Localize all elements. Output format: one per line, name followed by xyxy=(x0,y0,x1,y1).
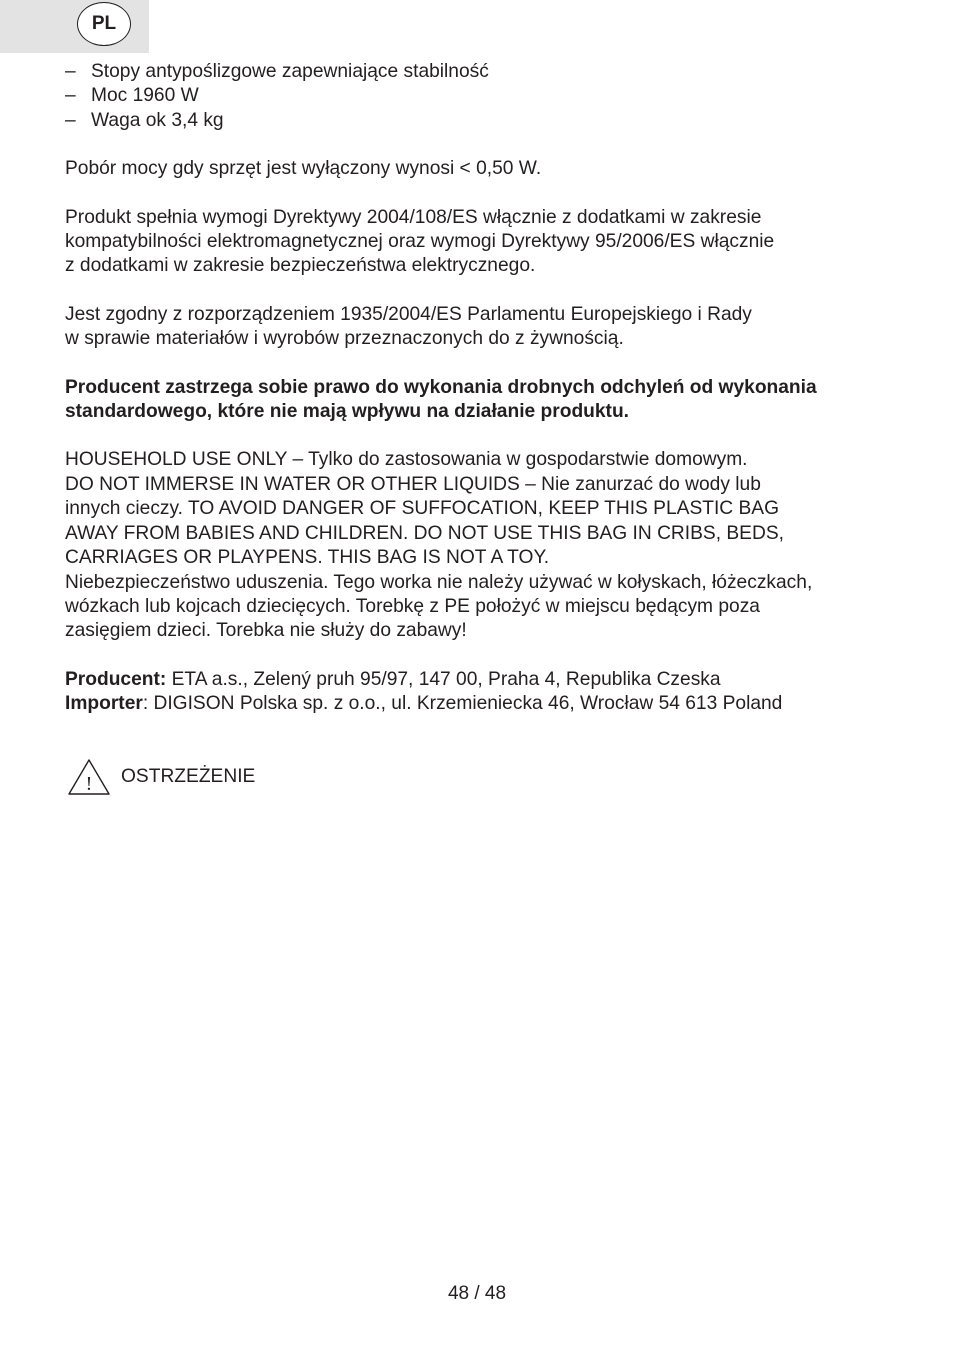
producer-line xyxy=(65,668,895,692)
standby-power-paragraph: Pobór mocy gdy sprzęt jest wyłączony wynosi < 0,50 W. xyxy=(65,158,542,180)
safety-paragraph xyxy=(65,448,895,643)
feature-text: Moc 1960 W xyxy=(91,85,199,107)
feature-text: Stopy antypoślizgowe zapewniające stabilność xyxy=(91,61,489,82)
warning-triangle-icon xyxy=(67,758,111,796)
warning-label: OSTRZEŻENIE xyxy=(121,766,256,787)
importer-value: : DIGISON Polska sp. z o.o., ul. Krzemieniecka 46, Wrocław 54 613 Poland xyxy=(142,693,783,715)
feature-text: Waga ok 3,4 kg xyxy=(91,109,224,131)
document-body xyxy=(65,60,895,717)
paragraph-line: DO NOT IMMERSE IN WATER OR OTHER LIQUIDS – Nie zanurzać do wody lub xyxy=(65,473,761,495)
paragraph-line: zasięgiem dzieci. Torebka nie służy do zabawy! xyxy=(65,620,467,642)
language-badge: PL xyxy=(77,2,131,46)
warning-notice xyxy=(67,758,255,796)
importer-line xyxy=(65,692,895,716)
importer-label: Importer xyxy=(65,693,143,715)
language-tab xyxy=(0,0,149,53)
directives-paragraph xyxy=(65,206,895,279)
paragraph-line: Jest zgodny z rozporządzeniem 1935/2004/ES Parlamentu Europejskiego i Rady xyxy=(65,303,752,325)
list-item xyxy=(65,109,895,133)
paragraph-line: z dodatkami w zakresie bezpieczeństwa elektrycznego. xyxy=(65,255,536,277)
producer-value: ETA a.s., Zelený pruh 95/97, 147 00, Praha 4, Republika Czeska xyxy=(166,668,721,690)
list-item xyxy=(65,60,895,84)
paragraph-line: w sprawie materiałów i wyrobów przeznaczonych do z żywnością. xyxy=(65,328,624,350)
paragraph-line: Niebezpieczeństwo uduszenia. Tego worka nie należy używać w kołyskach, łóżeczkach, xyxy=(65,571,813,593)
paragraph-line: kompatybilności elektromagnetycznej oraz wymogi Dyrektywy 95/2006/ES włącznie xyxy=(65,231,775,253)
paragraph-line: wózkach lub kojcach dziecięcych. Torebkę z PE położyć w miejscu będącym poza xyxy=(65,595,760,617)
paragraph-line: CARRIAGES OR PLAYPENS. THIS BAG IS NOT A TOY. xyxy=(65,547,550,569)
manufacturer-note-paragraph xyxy=(65,376,895,425)
feature-list xyxy=(65,60,895,133)
paragraph-line: innych cieczy. TO AVOID DANGER OF SUFFOCATION, KEEP THIS PLASTIC BAG xyxy=(65,498,780,520)
page-number: 48 / 48 xyxy=(447,1283,507,1304)
contact-paragraph xyxy=(65,668,895,717)
bullet-dash: – xyxy=(65,61,76,82)
paragraph-line: Producent zastrzega sobie prawo do wykonania drobnych odchyleń od wykonania xyxy=(65,376,817,398)
paragraph-line: Produkt spełnia wymogi Dyrektywy 2004/108/ES włącznie z dodatkami w zakresie xyxy=(65,206,762,228)
bullet-dash: – xyxy=(65,109,76,131)
producer-label: Producent: xyxy=(65,668,167,690)
paragraph-line: AWAY FROM BABIES AND CHILDREN. DO NOT USE THIS BAG IN CRIBS, BEDS, xyxy=(65,522,784,544)
bullet-dash: – xyxy=(65,85,76,107)
regulation-paragraph xyxy=(65,303,895,352)
paragraph-line: standardowego, które nie mają wpływu na działanie produktu. xyxy=(65,401,629,423)
svg-text:!: ! xyxy=(85,773,93,795)
list-item xyxy=(65,84,895,108)
paragraph-line: HOUSEHOLD USE ONLY – Tylko do zastosowania w gospodarstwie domowym. xyxy=(65,449,748,471)
